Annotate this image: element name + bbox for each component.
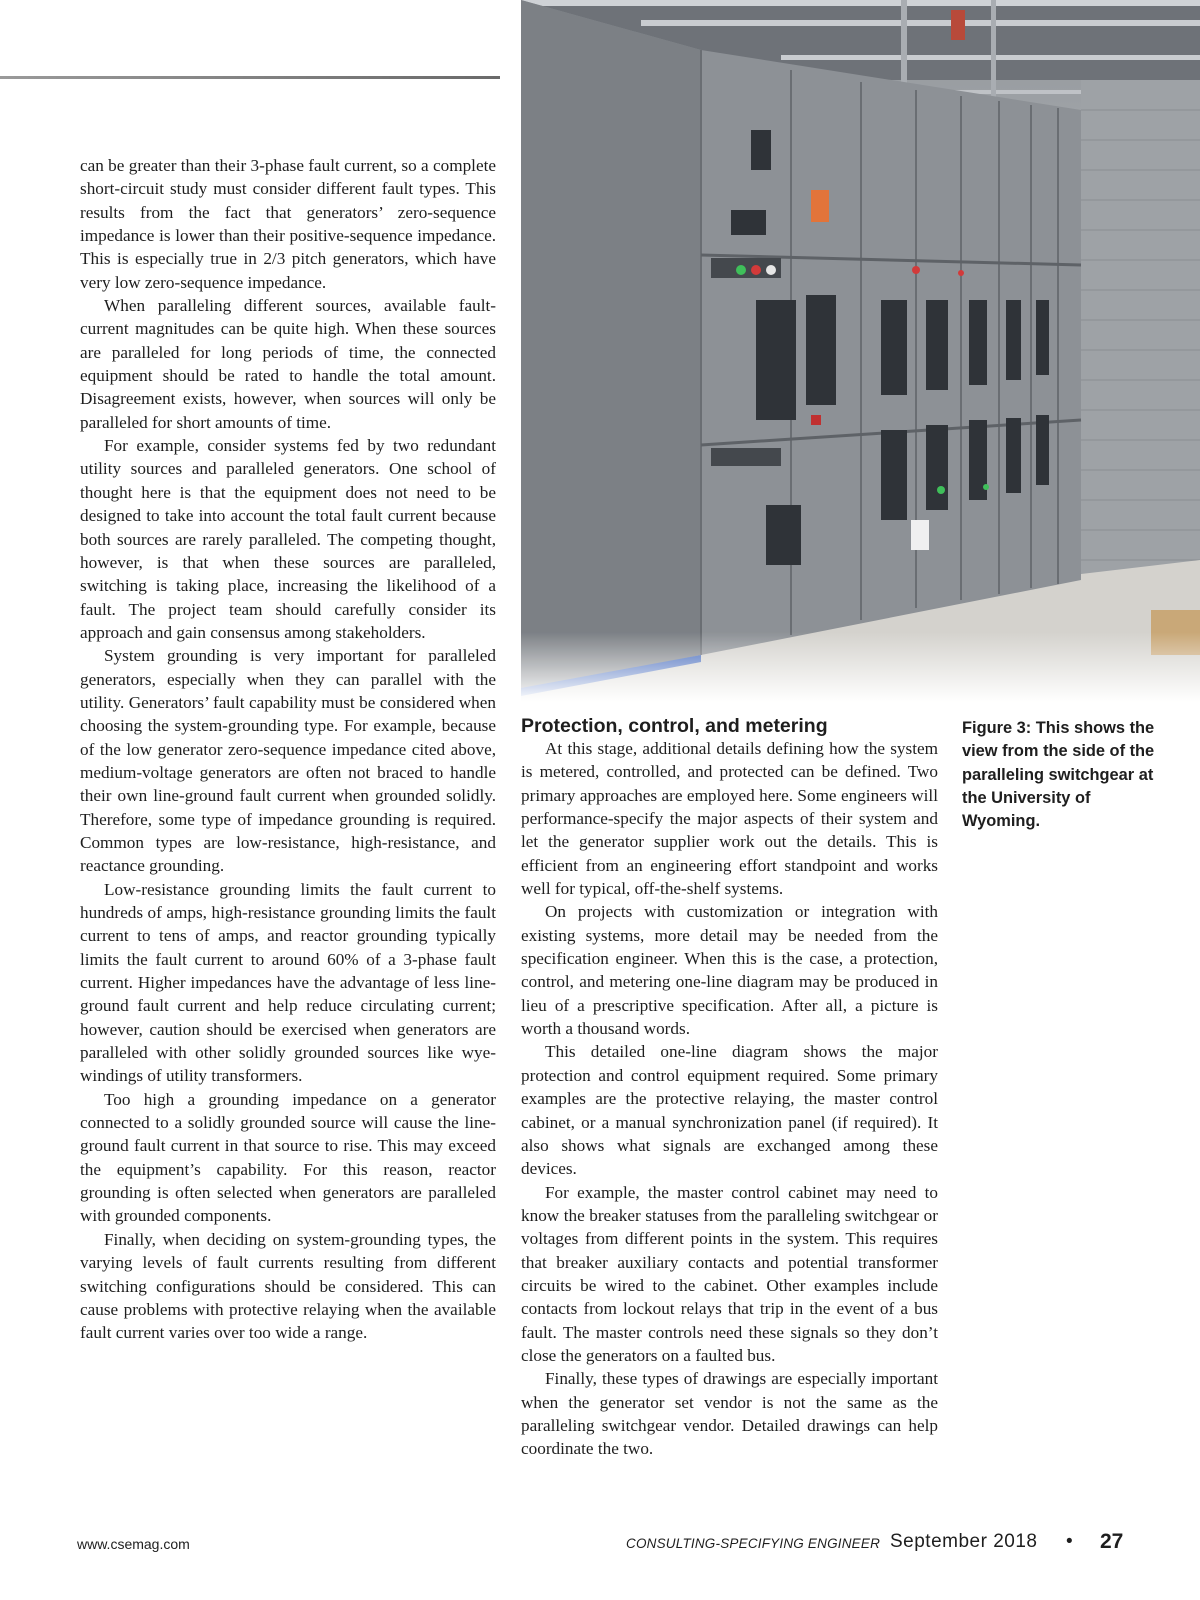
publication-name: CONSULTING-SPECIFYING ENGINEER bbox=[626, 1536, 881, 1551]
section-heading: Protection, control, and metering bbox=[521, 715, 828, 737]
paragraph: can be greater than their 3-phase fault current, so a complete short-circuit study must consider different fault types. This results from the fact that generators’ zero-sequence impedance is lower than their positive-sequence impedance. This is especially true in 2/3 pitch generators, which have very low zero-sequence impedance. bbox=[80, 156, 496, 292]
paragraph: Finally, these types of drawings are especially important when the generator set vendor is not the same as the paralleling switchgear vendor. Detailed drawings can help coordinate the two. bbox=[521, 1369, 938, 1459]
page-footer bbox=[0, 1530, 1200, 1560]
paragraph: On projects with customization or integration with existing systems, more detail may be needed from the specification engineer. When this is the case, a protection, control, and metering one-line diagram may be produced in lieu of a prescriptive specification. After all, a picture is worth a thousand words. bbox=[521, 902, 938, 1039]
paragraph: System grounding is very important for paralleled generators, especially when they can parallel with the utility. Generators’ fault capability must be considered when choosing the system-grounding type. For example, because of the low generator zero-sequence impedance cited above, medium-voltage generators are often not braced to handle their own line-ground fault current when grounded solidly. Therefore, some type of impedance grounding is required. Common types are low-resistance, high-resistance, and reactance grounding. bbox=[80, 646, 496, 876]
bullet-separator: • bbox=[1066, 1531, 1073, 1552]
paragraph: For example, the master control cabinet may need to know the breaker statuses from the paralleling switchgear or voltages from different points in the system. This requires that breaker auxiliary contacts and potential transformer circuits be wired to the cabinet. Other examples include contacts from lockout relays that trip in the event of a bus fault. The master controls need these signals so they don’t close the generators on a faulted bus. bbox=[521, 1182, 938, 1365]
paragraph: When paralleling different sources, available fault-current magnitudes can be quite high. When these sources are paralleled for long periods of time, the connected equipment should be rated to handle the total amount. Disagreement exists, however, when sources will only be paralleled for short amounts of time. bbox=[80, 296, 496, 432]
footer-url-link[interactable]: www.csemag.com bbox=[77, 1536, 190, 1552]
article-column-right bbox=[521, 713, 938, 1461]
paragraph: At this stage, additional details defining how the system is metered, controlled, and protected can be defined. Two primary approaches are employed here. Some engineers will performance-specify the major aspects of their system and let the generator supplier work out the details. This is efficient from an engineering effort standpoint and works well for typical, off-the-shelf systems. bbox=[521, 739, 938, 899]
issue-date: September 2018 bbox=[890, 1531, 1038, 1552]
top-rule bbox=[0, 76, 500, 79]
article-column-left bbox=[80, 154, 496, 1345]
figure-caption: Figure 3: This shows the view from the side of the paralleling switchgear at the University of Wyoming. bbox=[962, 719, 1155, 831]
switchgear-photo bbox=[521, 0, 1200, 702]
paragraph: Too high a grounding impedance on a generator connected to a solidly grounded source will cause the line-ground fault current in that source to rise. This may exceed the equipment’s capability. For this reason, reactor grounding is often selected when generators are paralleled with grounded components. bbox=[80, 1089, 496, 1226]
photo-fade bbox=[521, 632, 1200, 702]
page-number: 27 bbox=[1100, 1530, 1124, 1553]
switchgear-illustration bbox=[521, 0, 1200, 702]
paragraph: Finally, when deciding on system-grounding types, the varying levels of fault currents resulting from different switching configurations should be considered. This can cause problems with protective relaying when the available fault current varies over too wide a range. bbox=[80, 1229, 496, 1343]
paragraph: This detailed one-line diagram shows the major protection and control equipment required. Some primary examples are the protective relaying, the master control cabinet, or a manual synchronization panel (if required). It also shows what signals are exchanged among these devices. bbox=[521, 1042, 938, 1179]
paragraph: Low-resistance grounding limits the fault current to hundreds of amps, high-resistance grounding limits the fault current to tens of amps, and reactor grounding typically limits the fault current to around 60% of a 3-phase fault current. Higher impedances have the advantage of less line-ground fault current and help reduce circulating current; however, caution should be exercised when generators are paralleled with other solidly grounded sources like wye-windings of utility transformers. bbox=[80, 879, 496, 1086]
paragraph: For example, consider systems fed by two redundant utility sources and paralleled generators. One school of thought here is that the equipment does not need to be designed to take into account the total fault current because both sources are rarely paralleled. The competing thought, however, is that when these sources are paralleled, switching is taking place, increasing the likelihood of a fault. The project team should carefully consider its approach and gain consensus among stakeholders. bbox=[80, 436, 496, 642]
